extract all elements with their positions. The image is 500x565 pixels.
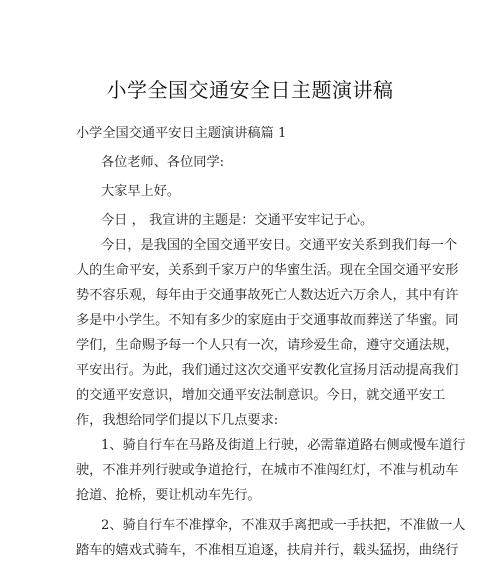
point-two-line: 2、骑自行车不准撑伞，不准双手离把或一手扶把，不准做一人 <box>101 518 466 533</box>
point-one-line: 抢道、抢桥，要让机动车先行。 <box>76 488 261 503</box>
greeting-line: 各位老师、各位同学: <box>101 155 225 170</box>
paragraph-line: 今日，是我国的全国交通平安日。交通平安关系到我们每一个 <box>101 238 458 253</box>
paragraph-line: 多是中小学生。不知有多少的家庭由于交通事故而葬送了华蜜。同 <box>76 313 459 328</box>
paragraph-line: 作，我想给同学们提以下几点要求: <box>76 413 279 428</box>
point-two-line: 踏车的嬉戏式骑车，不准相互追逐，扶肩并行，载头猛拐，曲绕行 <box>76 543 459 558</box>
document-subtitle: 小学全国交通平安日主题演讲稿篇 1 <box>76 126 287 141</box>
paragraph-line: 势不容乐观，每年由于交通事故死亡人数达近六万余人，其中有许 <box>76 288 459 303</box>
point-one-line: 1、骑自行车在马路及街道上行驶，必需靠道路右侧或慢车道行 <box>101 438 466 453</box>
topic-line: 今日 ， 我宣讲的主题是：交通平安牢记于心。 <box>101 213 374 228</box>
paragraph-line: 的交通平安意识，增加交通平安法制意识。今日，就交通平安工 <box>76 388 446 403</box>
paragraph-line: 平安出行。为此，我们通过这次交通平安教化宣扬月活动提高我们 <box>76 363 459 378</box>
document-title: 小学全国交通安全日主题演讲稿 <box>106 78 394 102</box>
paragraph-line: 学们，生命赐予每一个人只有一次，请珍爱生命，遵守交通法规， <box>76 338 459 353</box>
hello-line: 大家早上好。 <box>101 184 181 199</box>
paragraph-line: 人的生命平安，关系到千家万户的华蜜生活。现在全国交通平安形 <box>76 263 459 278</box>
point-one-line: 驶，不准并列行驶或争道抢行，在城市不准闯红灯，不准与机动车 <box>76 463 459 478</box>
